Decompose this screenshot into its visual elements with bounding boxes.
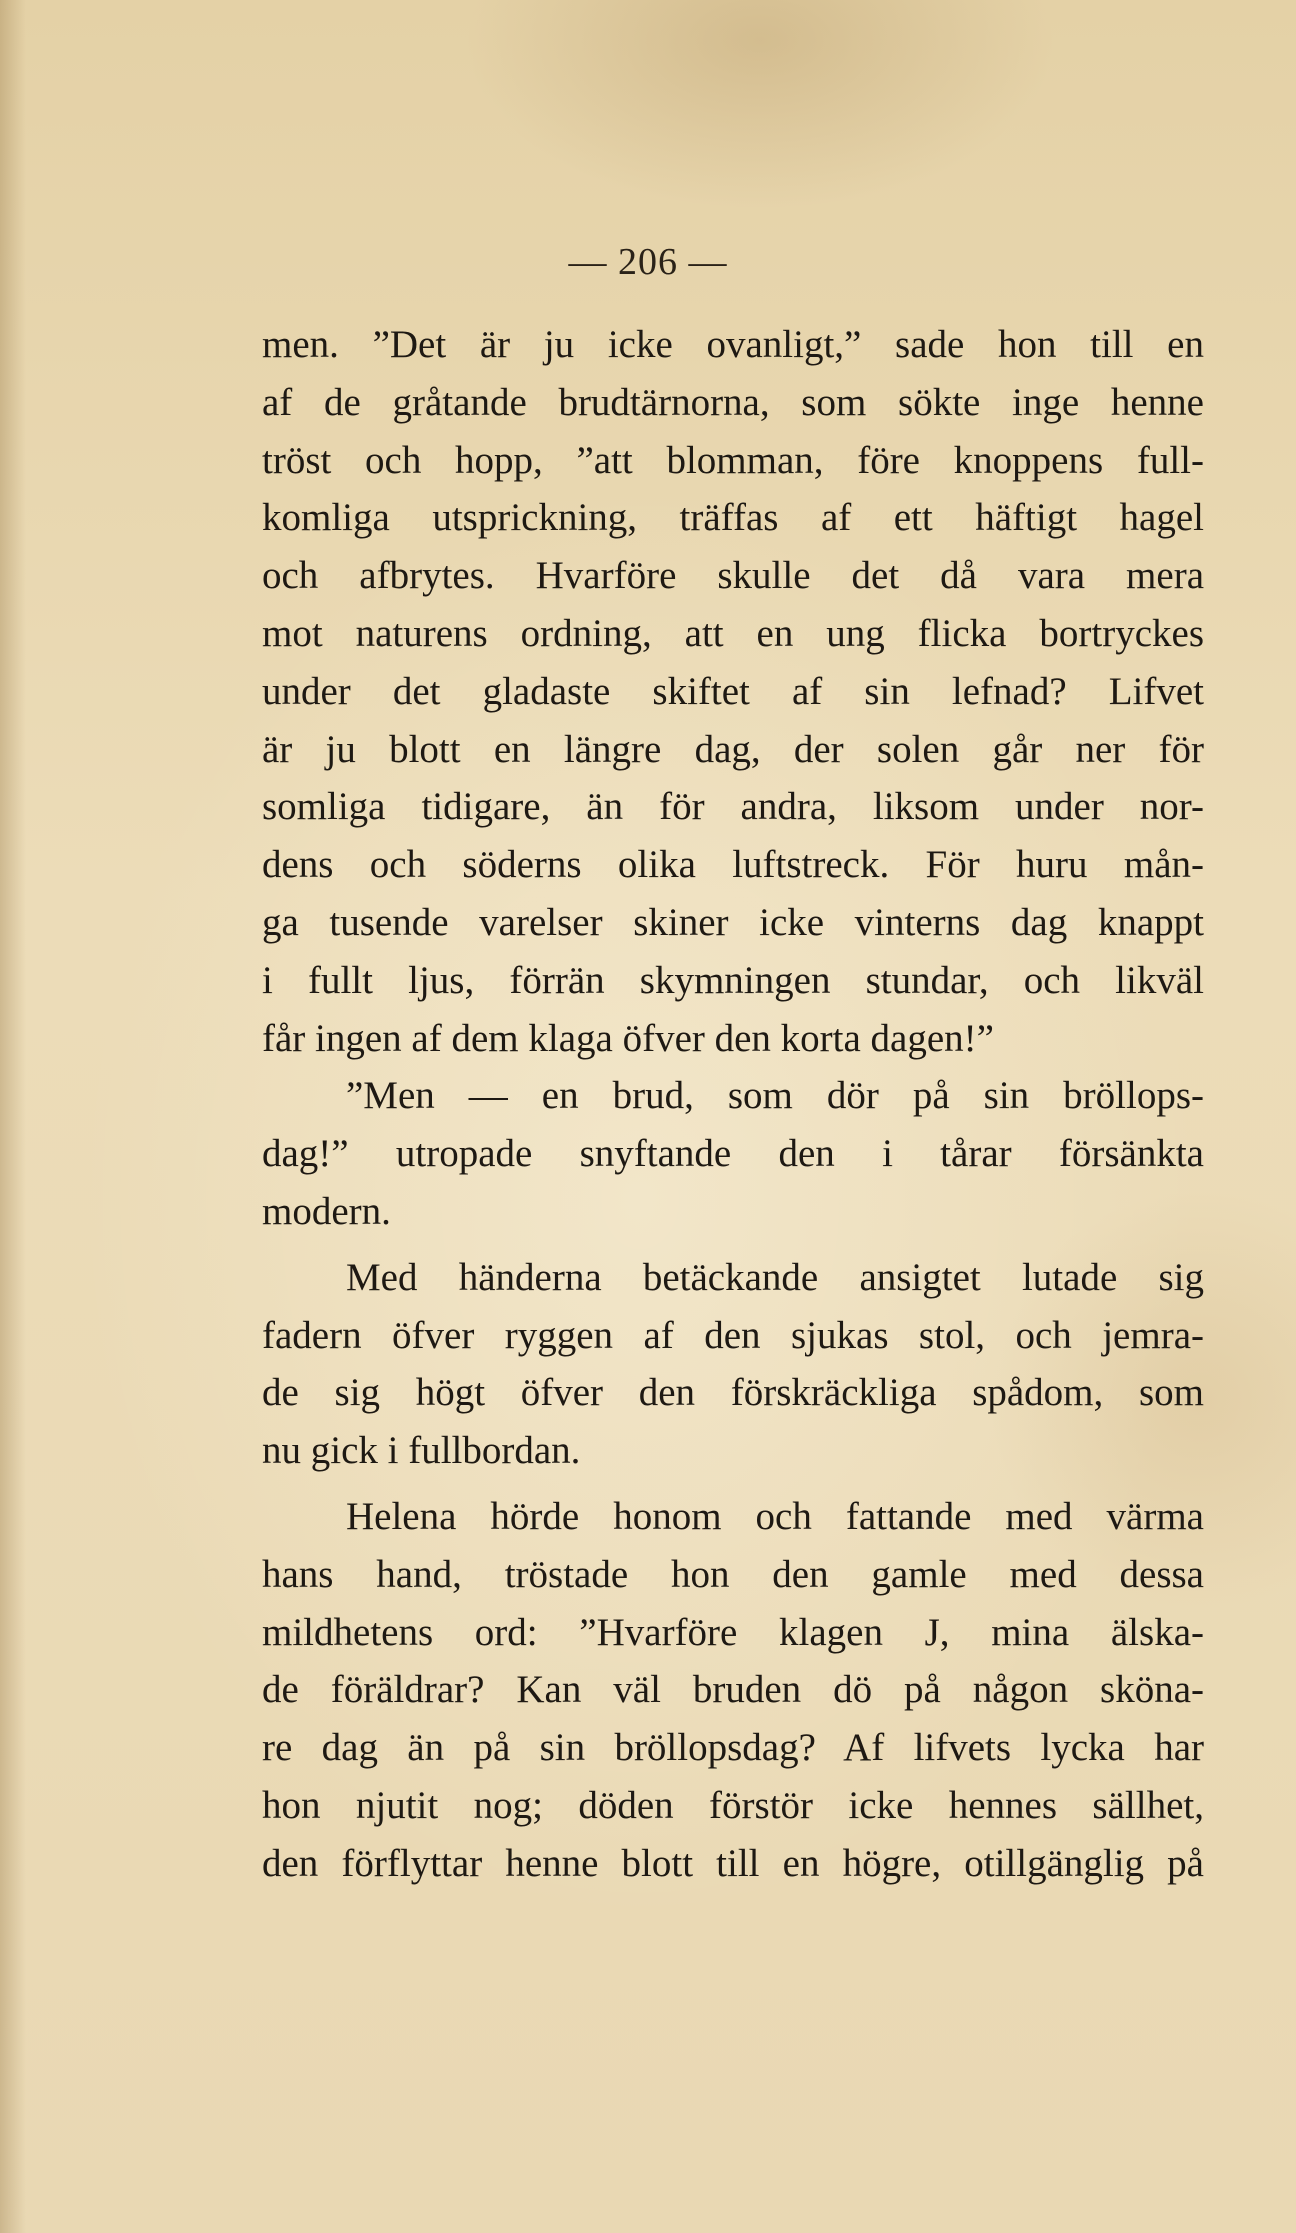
text-line: mildhetens ord: ”Hvarföre klagen J, mina älska-: [262, 1610, 1204, 1654]
text-line: är ju blott en längre dag, der solen går ner för: [262, 727, 1204, 771]
text-line: Helena hörde honom och fattande med värma: [346, 1494, 1204, 1538]
text-line: i fullt ljus, förrän skymningen stundar, och likväl: [262, 958, 1204, 1002]
text-line: somliga tidigare, än för andra, liksom under nor-: [262, 785, 1204, 829]
text-line: mot naturens ordning, att en ung flicka bortryckes: [262, 611, 1204, 655]
text-line: ”Men — en brud, som dör på sin bröllops-: [346, 1074, 1204, 1118]
text-line: af de gråtande brudtärnorna, som sökte inge henne: [262, 380, 1204, 424]
text-line: dag!” utropade snyftande den i tårar försänkta: [262, 1132, 1204, 1176]
text-line: under det gladaste skiftet af sin lefnad? Lifvet: [262, 669, 1204, 713]
text-line: fadern öfver ryggen af den sjukas stol, och jemra-: [262, 1313, 1204, 1357]
text-line: får ingen af dem klaga öfver den korta dagen!”: [262, 1016, 994, 1060]
text-line: och afbrytes. Hvarföre skulle det då vara mera: [262, 554, 1204, 598]
text-line: men. ”Det är ju icke ovanligt,” sade hon till en: [262, 323, 1204, 366]
text-line: den förflyttar henne blott till en högre, otillgänglig på: [262, 1841, 1204, 1885]
text-line: Med händerna betäckande ansigtet lutade sig: [346, 1255, 1204, 1299]
text-line: tröst och hopp, ”att blomman, före knoppens full-: [262, 438, 1204, 482]
body-text: [262, 316, 1204, 1893]
text-line: de sig högt öfver den förskräckliga spådom, som: [262, 1371, 1204, 1415]
text-line: de föräldrar? Kan väl bruden dö på någon sköna-: [262, 1668, 1204, 1712]
page-number: — 206 —: [568, 241, 728, 283]
text-line: nu gick i fullbordan.: [262, 1429, 581, 1473]
page-edge-shadow: [0, 0, 26, 2233]
text-line: hans hand, tröstade hon den gamle med dessa: [262, 1552, 1204, 1596]
text-line: komliga utsprickning, träffas af ett häftigt hagel: [262, 496, 1204, 540]
text-line: ga tusende varelser skiner icke vinterns dag knappt: [262, 900, 1204, 944]
text-line: dens och söderns olika luftstreck. För huru mån-: [262, 843, 1204, 887]
text-line: hon njutit nog; döden förstör icke hennes sällhet,: [262, 1783, 1204, 1827]
text-line: modern.: [262, 1189, 391, 1233]
text-line: re dag än på sin bröllopsdag? Af lifvets lycka har: [262, 1726, 1204, 1770]
